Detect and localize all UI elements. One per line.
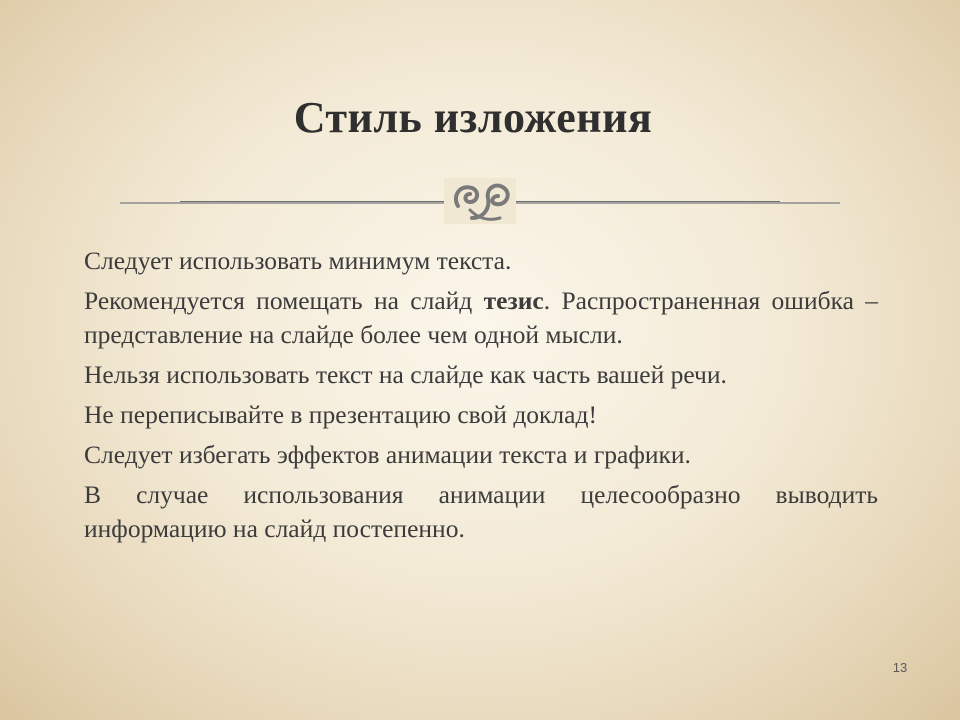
- paragraph-5: Следует избегать эффектов анимации текста и графики.: [84, 440, 691, 469]
- paragraph-6: В случае использования анимации целесообразно выводить информацию на слайд постепенно.: [84, 480, 878, 543]
- slide-number: 13: [892, 660, 908, 675]
- paragraph-1: Следует использовать минимум текста.: [84, 246, 512, 275]
- title-divider: [120, 176, 840, 226]
- paragraph-3: Нельзя использовать текст на слайде как часть вашей речи.: [84, 360, 727, 389]
- paragraph-2-text-end: . Распространенная ошибка – представление на слайде более чем одной мысли.: [84, 286, 878, 349]
- slide-body: [84, 244, 878, 552]
- slide-title: Стиль изложения: [293, 93, 653, 142]
- ornament-flourish-icon: [444, 178, 516, 224]
- paragraph-2-text-start: Рекомендуется помещать на слайд: [84, 286, 484, 315]
- paragraph-2: [84, 284, 878, 352]
- paragraph-4: Не переписывайте в презентацию свой доклад!: [84, 400, 597, 429]
- paragraph-2-emphasis: тезис: [483, 286, 544, 315]
